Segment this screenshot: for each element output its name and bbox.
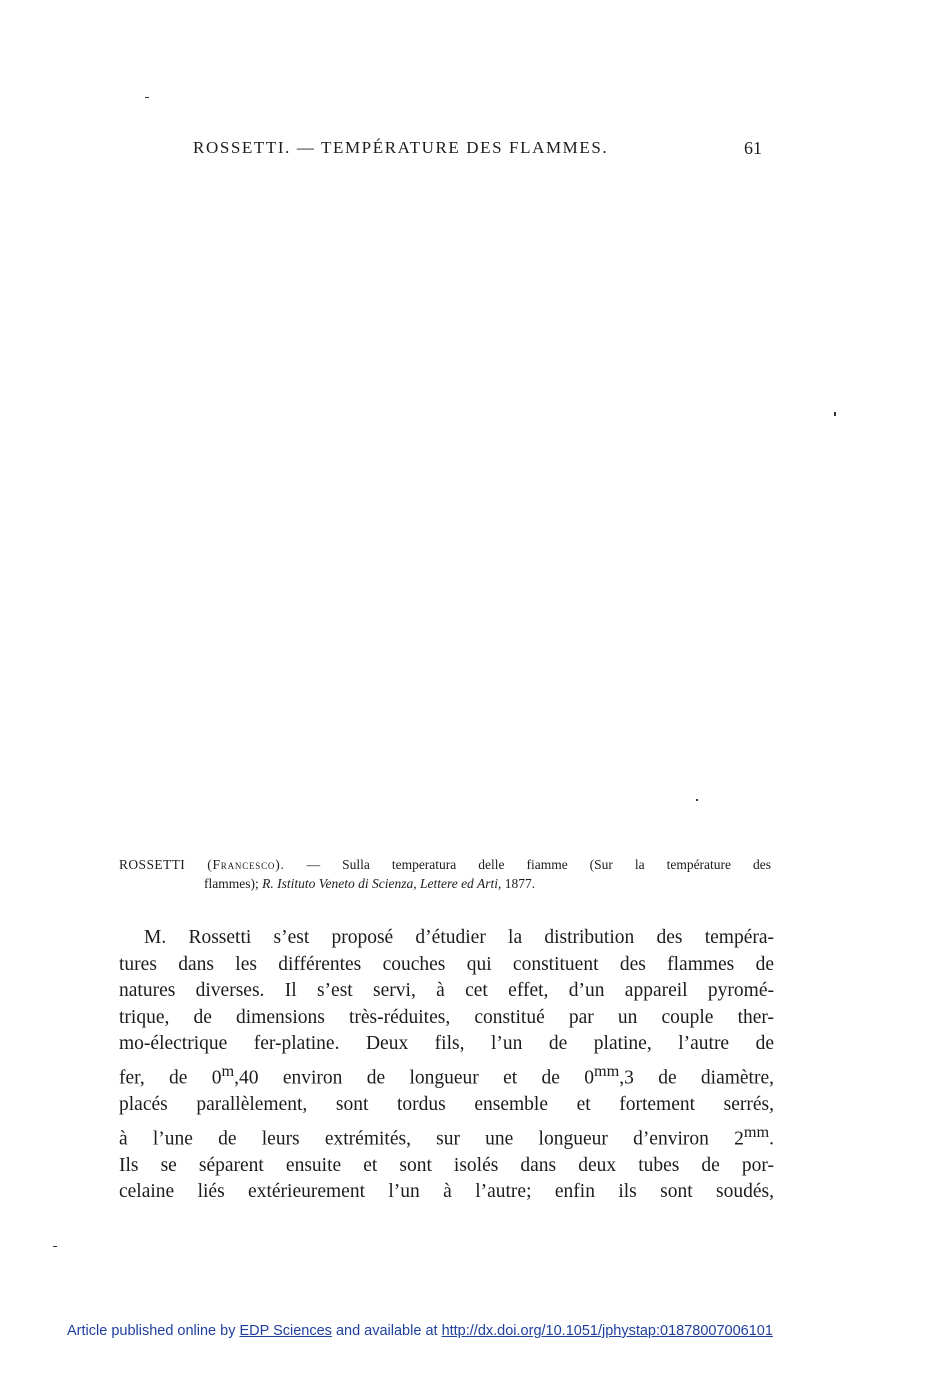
unit-superscript: mm <box>593 1061 620 1080</box>
body-line: M. Rossetti s’est proposé d’étudier la distribution des tempéra- <box>144 927 774 948</box>
footer-middle: and available at <box>335 1323 438 1339</box>
body-line: trique, de dimensions très-réduites, constitué par un couple ther- <box>119 1006 774 1028</box>
footer-prefix: Article published online by <box>67 1323 236 1339</box>
publication-footer <box>67 1323 773 1339</box>
body-line: placés parallèlement, sont tordus ensemble et fortement serrés, <box>119 1094 774 1116</box>
body-text-run: à l’une de leurs extrémités, sur une longueur d’environ 2 <box>119 1128 744 1150</box>
citation-line-1 <box>119 855 771 874</box>
citation-year: 1877. <box>504 876 536 891</box>
body-text-run: ,3 de diamètre, <box>619 1067 774 1089</box>
publisher-link[interactable]: EDP Sciences <box>239 1323 332 1339</box>
citation-firstname: (Francesco). <box>207 857 285 872</box>
body-line: celaine liés extérieurement l’un à l’autre; enfin ils sont soudés, <box>119 1181 774 1203</box>
citation-title: — Sulla temperatura delle fiamme (Sur la température des <box>306 857 771 872</box>
citation-author: ROSSETTI <box>119 857 186 872</box>
citation-line-2 <box>119 874 771 893</box>
scan-speck <box>696 799 698 801</box>
citation-journal: R. Istituto Veneto di Scienza, Lettere ed Arti, <box>262 876 502 891</box>
unit-superscript: m <box>221 1061 235 1080</box>
scan-speck <box>834 412 836 416</box>
body-line: mo-électrique fer-platine. Deux fils, l’un de platine, l’autre de <box>119 1033 774 1055</box>
body-line <box>119 1119 774 1153</box>
running-head-title: ROSSETTI. — TEMPÉRATURE DES FLAMMES. <box>193 138 609 157</box>
body-text-run: . <box>769 1128 774 1150</box>
unit-superscript: mm <box>743 1122 770 1141</box>
running-head <box>193 138 768 162</box>
body-line: Ils se séparent ensuite et sont isolés dans deux tubes de por- <box>119 1154 774 1176</box>
body-line: natures diverses. Il s’est servi, à cet effet, d’un appareil pyromé- <box>119 980 774 1002</box>
bibliographic-citation <box>119 855 771 893</box>
page-number: 61 <box>744 138 762 158</box>
body-line: tures dans les différentes couches qui constituent des flammes de <box>119 953 774 975</box>
body-text-run: ,40 environ de longueur et de 0 <box>234 1067 594 1089</box>
doi-link[interactable]: http://dx.doi.org/10.1051/jphystap:01878007006101 <box>441 1323 773 1339</box>
body-line <box>119 1058 774 1092</box>
citation-title-end: flammes); <box>204 876 259 891</box>
body-paragraph <box>119 925 774 1206</box>
body-text-run: fer, de 0 <box>119 1067 222 1089</box>
scan-speck <box>53 1246 57 1247</box>
scan-speck <box>145 97 149 98</box>
